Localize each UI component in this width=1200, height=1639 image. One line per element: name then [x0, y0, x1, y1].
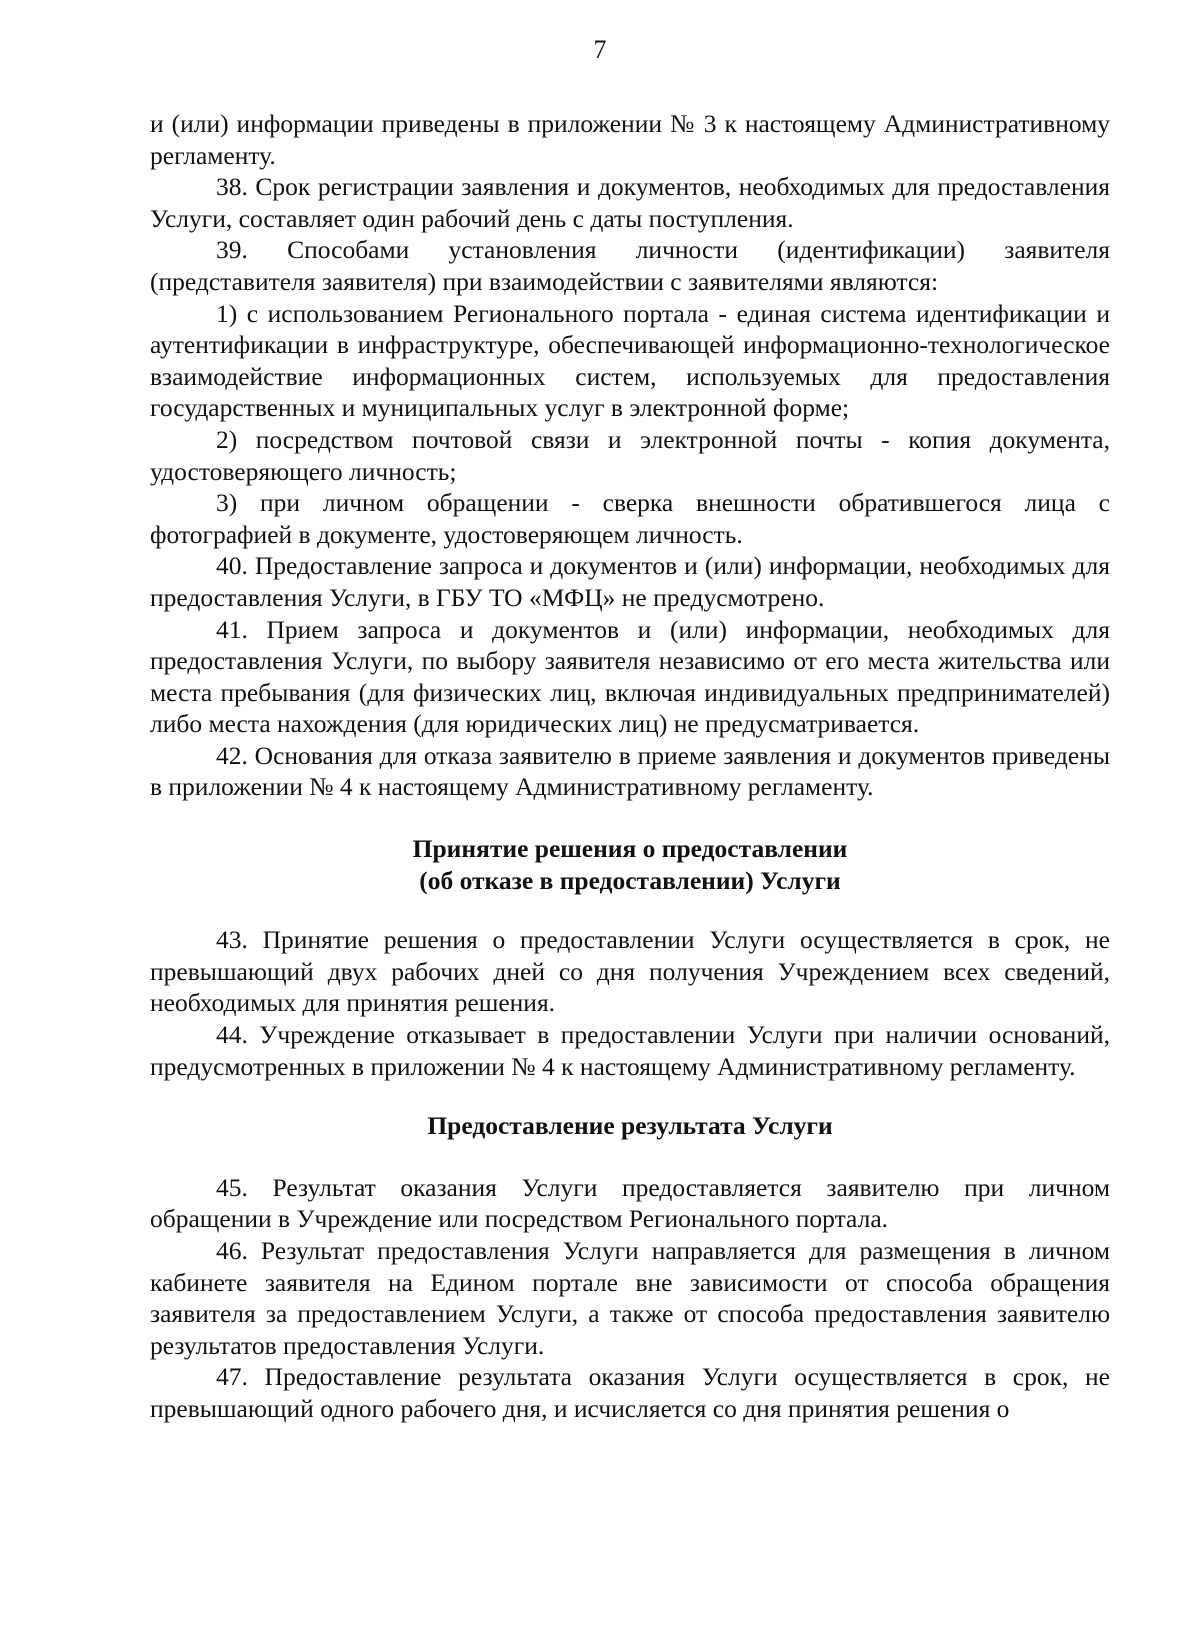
paragraph-39-item-3: 3) при личном обращении - сверка внешности обратившегося лица с фотографией в документе, удостоверяющем личность. — [150, 488, 1110, 549]
spacer — [150, 896, 1110, 924]
paragraph-43: 43. Принятие решения о предоставлении Услуги осуществляется в срок, не превышающий двух рабочих дней со дня получения Учреждением всех сведений, необходимых для принятия решения. — [150, 925, 1110, 1018]
paragraph-46: 46. Результат предоставления Услуги направляется для размещения в личном кабинете заявителя на Едином портале вне зависимости от способа обращения заявителя за предоставлением Услуги, а также от способа предоставления заявителю результатов предоставления Услуги. — [150, 1236, 1110, 1360]
paragraph-45: 45. Результат оказания Услуги предоставляется заявителю при личном обращении в Учреждение или посредством Регионального портала. — [150, 1172, 1110, 1234]
paragraph-44: 44. Учреждение отказывает в предоставлении Услуги при наличии оснований, предусмотренных в приложении № 4 к настоящему Административному регламенту. — [150, 1020, 1110, 1081]
spacer — [150, 803, 1110, 833]
section-heading-decision-line-2: (об отказе в предоставлении) Услуги — [419, 865, 841, 895]
paragraph-39-item-1: 1) с использованием Регионального портала - единая система идентификации и аутентификации в инфраструктуре, обеспечивающей информационно-технологическое взаимодействие информационных систем, используемых для предоставления государственных и муниципальных услуг в электронной форме; — [150, 298, 1110, 423]
document-body — [150, 108, 1110, 1425]
paragraph-39: 39. Способами установления личности (идентификации) заявителя (представителя заявителя) при взаимодействии с заявителями являются: — [150, 235, 1110, 296]
paragraph-47: 47. Предоставление результата оказания Услуги осуществляется в срок, не превышающий одного рабочего дня, и исчисляется со дня принятия решения о — [150, 1362, 1110, 1423]
paragraph-39-item-2: 2) посредством почтовой связи и электронной почты - копия документа, удостоверяющего личность; — [150, 424, 1110, 486]
spacer — [150, 1142, 1110, 1172]
section-heading-decision-line-1: Принятие решения о предоставлении — [412, 834, 848, 864]
paragraph-continuation: и (или) информации приведены в приложении № 3 к настоящему Административному регламенту. — [150, 109, 1110, 170]
paragraph-38: 38. Срок регистрации заявления и документов, необходимых для предоставления Услуги, составляет один рабочий день с даты поступления. — [150, 172, 1110, 233]
paragraph-41: 41. Прием запроса и документов и (или) информации, необходимых для предоставления Услуги, по выбору заявителя независимо от его места жительства или места пребывания (для физических лиц, включая индивидуальных предпринимателей) либо места нахождения (для юридических лиц) не предусматривается. — [150, 614, 1110, 739]
section-heading-result: Предоставление результата Услуги — [427, 1111, 833, 1141]
spacer — [150, 1082, 1110, 1110]
paragraph-40: 40. Предоставление запроса и документов и (или) информации, необходимых для предоставления Услуги, в ГБУ ТО «МФЦ» не предусмотрено. — [150, 551, 1110, 612]
paragraph-42: 42. Основания для отказа заявителю в приеме заявления и документов приведены в приложении № 4 к настоящему Административному регламенту. — [150, 740, 1110, 802]
page-number: 7 — [593, 35, 607, 64]
